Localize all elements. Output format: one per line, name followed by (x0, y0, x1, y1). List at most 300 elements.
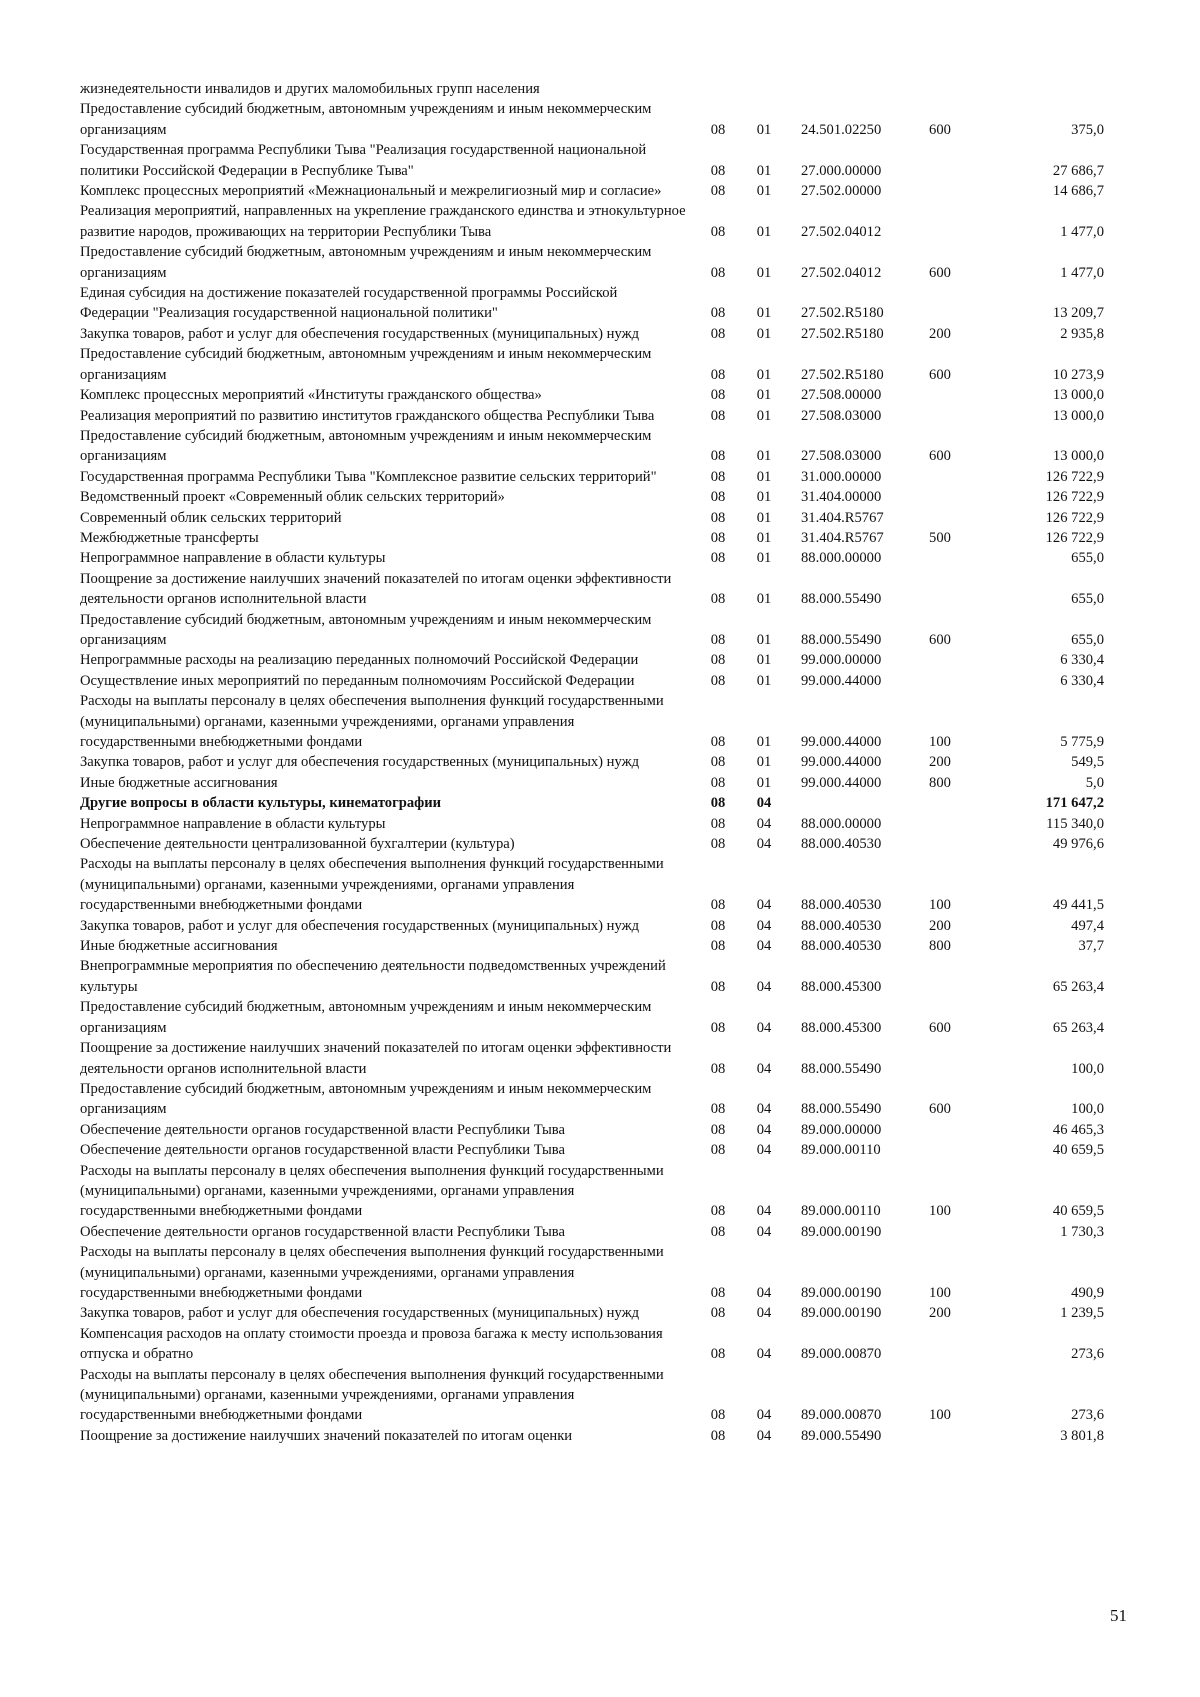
row-subsection-cell: 01 (756, 652, 772, 669)
row-expense-type-cell (910, 79, 970, 99)
row-name-cell: Закупка товаров, работ и услуг для обеспечения государственных (муниципальных) нужд (80, 325, 640, 342)
row-name-cell: Расходы на выплаты персоналу в целях обеспечения выполнения функций государственными (муниципальными) органами, казенными учреждениями, органами управления государственными внебюджетными фондами (80, 1244, 664, 1301)
row-expense-type-cell (910, 956, 970, 997)
row-amount-cell: 497,4 (1071, 917, 1104, 934)
row-expense-type-cell (910, 650, 970, 670)
row-section-cell: 08 (710, 264, 726, 281)
row-name-cell: Непрограммное направление в области культуры (80, 815, 386, 832)
row-name-cell: Обеспечение деятельности централизованной бухгалтерии (культура) (80, 836, 515, 853)
table-row (80, 283, 1110, 324)
row-expense-type-cell: 100 (929, 1203, 951, 1220)
row-subsection-cell: 01 (756, 468, 772, 485)
row-section-cell: 08 (710, 897, 726, 914)
row-subsection-cell: 01 (756, 407, 772, 424)
row-subsection-cell: 01 (756, 325, 772, 342)
row-expense-type-cell: 600 (929, 448, 951, 465)
row-amount-cell: 27 686,7 (1052, 162, 1104, 179)
row-amount-cell: 6 330,4 (1060, 672, 1104, 689)
table-row (80, 691, 1110, 752)
table-row (80, 814, 1110, 834)
row-name-cell: Предоставление субсидий бюджетным, автономным учреждениям и иным некоммерческим организациям (80, 1080, 652, 1118)
row-expense-type-cell: 200 (929, 325, 951, 342)
row-target-article-cell: 27.508.03000 (801, 448, 882, 465)
row-amount-cell: 115 340,0 (1046, 815, 1104, 832)
row-amount-cell: 5,0 (1085, 774, 1104, 791)
row-section-cell: 08 (710, 917, 726, 934)
row-name-cell: Расходы на выплаты персоналу в целях обеспечения выполнения функций государственными (муниципальными) органами, казенными учреждениями, органами управления государственными внебюджетными фондами (80, 856, 664, 914)
table-row (80, 936, 1110, 956)
row-target-article-cell: 88.000.55490 (801, 1060, 882, 1077)
row-name-cell: Предоставление субсидий бюджетным, автономным учреждениям и иным некоммерческим организациям (80, 101, 652, 138)
row-subsection-cell: 01 (756, 591, 772, 608)
row-expense-type-cell (910, 569, 970, 610)
row-subsection-cell: 04 (756, 1305, 772, 1322)
row-amount-cell: 13 000,0 (1052, 448, 1104, 465)
table-row (80, 1365, 1110, 1426)
row-section-cell: 08 (710, 387, 726, 404)
row-amount-cell: 126 722,9 (1045, 509, 1104, 526)
table-row (80, 548, 1110, 568)
row-amount-cell: 14 686,7 (1052, 183, 1104, 200)
row-section-cell: 08 (710, 938, 726, 955)
row-target-article-cell: 89.000.00110 (801, 1203, 881, 1220)
row-expense-type-cell (910, 671, 970, 691)
row-section-cell: 08 (710, 550, 726, 567)
row-subsection-cell: 04 (756, 1346, 772, 1363)
row-target-article-cell: 88.000.40530 (801, 836, 882, 853)
row-amount-cell: 1 730,3 (1060, 1223, 1104, 1240)
row-amount-cell: 1 477,0 (1060, 264, 1104, 281)
row-target-article-cell: 88.000.55490 (801, 591, 882, 608)
row-target-article-cell: 99.000.44000 (801, 774, 882, 791)
row-section-cell: 08 (710, 815, 726, 832)
row-expense-type-cell (910, 406, 970, 426)
row-section-cell: 08 (710, 591, 726, 608)
row-name-cell: Ведомственный проект «Современный облик сельских территорий» (80, 489, 505, 506)
row-expense-type-cell: 600 (929, 366, 951, 383)
row-expense-type-cell: 600 (929, 1019, 951, 1036)
row-name-cell: Комплекс процессных мероприятий «Межнациональный и межрелигиозный мир и согласие» (80, 183, 662, 200)
row-amount-cell: 2 935,8 (1060, 325, 1104, 342)
table-row (80, 508, 1110, 528)
row-amount-cell: 655,0 (1071, 631, 1104, 648)
row-expense-type-cell (910, 140, 970, 181)
row-amount-cell: 126 722,9 (1045, 468, 1104, 485)
row-name-cell: Предоставление субсидий бюджетным, автономным учреждениям и иным некоммерческим организациям (80, 611, 652, 648)
row-target-article-cell: 89.000.00190 (801, 1284, 882, 1301)
row-section-cell: 08 (710, 672, 726, 689)
row-section-cell: 08 (710, 1223, 726, 1240)
row-subsection-cell: 01 (756, 387, 772, 404)
row-section-cell: 08 (710, 448, 726, 465)
row-name-cell: Закупка товаров, работ и услуг для обеспечения государственных (муниципальных) нужд (80, 754, 640, 771)
row-name-cell: Иные бюджетные ассигнования (80, 938, 278, 955)
row-amount-cell: 126 722,9 (1045, 529, 1104, 546)
row-name-cell: Другие вопросы в области культуры, кинематографии (80, 795, 442, 812)
row-expense-type-cell (910, 181, 970, 201)
row-section-cell: 08 (710, 1284, 726, 1301)
row-expense-type-cell: 100 (929, 1407, 951, 1424)
row-section-cell: 08 (710, 774, 726, 791)
row-expense-type-cell (910, 814, 970, 834)
row-section-cell: 08 (710, 223, 726, 240)
row-section-cell: 08 (710, 529, 726, 546)
row-name-cell: Расходы на выплаты персоналу в целях обеспечения выполнения функций государственными (муниципальными) органами, казенными учреждениями, органами управления государственными внебюджетными фондами (80, 1366, 664, 1424)
row-amount-cell: 5 775,9 (1060, 734, 1104, 750)
table-row (80, 1140, 1110, 1160)
row-name-cell: Реализация мероприятий по развитию институтов гражданского общества Республики Тыва (80, 407, 655, 424)
row-target-article-cell: 31.404.R5767 (801, 509, 884, 526)
row-target-article-cell: 89.000.00870 (801, 1407, 882, 1424)
row-amount-cell: 100,0 (1071, 1101, 1104, 1118)
row-amount-cell: 126 722,9 (1045, 489, 1104, 506)
row-target-article-cell: 89.000.00110 (801, 1142, 881, 1159)
budget-table (80, 79, 1110, 1446)
row-subsection-cell: 01 (756, 264, 772, 281)
table-row (80, 181, 1110, 201)
row-subsection-cell: 04 (756, 795, 772, 812)
row-amount-cell: 13 000,0 (1052, 387, 1104, 404)
row-subsection-cell: 04 (756, 1019, 772, 1036)
row-target-article-cell (787, 79, 910, 99)
row-section-cell: 08 (710, 795, 726, 812)
row-section-cell: 08 (710, 754, 726, 771)
row-amount-cell: 6 330,4 (1060, 652, 1104, 669)
row-subsection-cell: 01 (756, 162, 772, 179)
row-expense-type-cell: 600 (929, 631, 951, 648)
row-expense-type-cell: 200 (929, 754, 951, 771)
row-amount-cell: 37,7 (1078, 938, 1104, 955)
row-expense-type-cell (910, 487, 970, 507)
row-subsection-cell: 01 (756, 529, 772, 546)
row-amount-cell: 1 239,5 (1060, 1305, 1104, 1322)
row-expense-type-cell (910, 1140, 970, 1160)
row-name-cell: Непрограммные расходы на реализацию переданных полномочий Российской Федерации (80, 652, 639, 669)
row-name-cell: Расходы на выплаты персоналу в целях обеспечения выполнения функций государственными (муниципальными) органами, казенными учреждениями, органами управления государственными внебюджетными фондами (80, 1162, 664, 1220)
row-amount-cell: 65 263,4 (1052, 1019, 1104, 1036)
row-section-cell: 08 (710, 631, 726, 648)
row-expense-type-cell: 200 (929, 917, 951, 934)
table-row (80, 324, 1110, 344)
row-section-cell: 08 (710, 162, 726, 179)
row-expense-type-cell (910, 1222, 970, 1242)
row-target-article-cell: 24.501.02250 (801, 121, 882, 138)
table-row (80, 242, 1110, 283)
row-section-cell: 08 (710, 325, 726, 342)
row-expense-type-cell (910, 508, 970, 528)
row-subsection-cell: 01 (756, 223, 772, 240)
row-expense-type-cell: 100 (929, 734, 951, 750)
row-expense-type-cell (910, 834, 970, 854)
table-row (80, 344, 1110, 385)
row-section-cell: 08 (710, 121, 726, 138)
row-name-cell: Межбюджетные трансферты (80, 529, 259, 546)
row-subsection-cell: 04 (756, 917, 772, 934)
row-subsection-cell: 04 (756, 836, 772, 853)
row-expense-type-cell (910, 385, 970, 405)
table-row (80, 1120, 1110, 1140)
row-amount-cell: 13 000,0 (1052, 407, 1104, 424)
row-expense-type-cell (910, 1120, 970, 1140)
row-subsection-cell: 04 (756, 1121, 772, 1138)
row-section-cell: 08 (710, 1203, 726, 1220)
row-section-cell: 08 (710, 1305, 726, 1322)
row-expense-type-cell: 600 (929, 264, 951, 281)
table-row (80, 406, 1110, 426)
table-row (80, 650, 1110, 670)
row-name-cell: Предоставление субсидий бюджетным, автономным учреждениям и иным некоммерческим организациям (80, 999, 652, 1036)
row-name-cell: Внепрограммные мероприятия по обеспечению деятельности подведомственных учреждений культуры (80, 958, 666, 995)
row-expense-type-cell (910, 1324, 970, 1365)
table-row (80, 1324, 1110, 1365)
table-row (80, 140, 1110, 181)
row-section-cell: 08 (710, 509, 726, 526)
row-subsection-cell: 01 (756, 489, 772, 506)
row-subsection-cell: 01 (756, 754, 772, 771)
row-target-article-cell: 89.000.00000 (801, 1121, 882, 1138)
row-target-article-cell: 27.508.00000 (801, 387, 882, 404)
table-row (80, 854, 1110, 915)
table-row (80, 201, 1110, 242)
row-section-cell: 08 (710, 652, 726, 669)
row-amount-cell: 655,0 (1071, 550, 1104, 567)
row-target-article-cell: 99.000.00000 (801, 652, 882, 669)
row-target-article-cell: 27.502.00000 (801, 183, 882, 200)
row-target-article-cell: 99.000.44000 (801, 734, 882, 750)
row-section-cell: 08 (710, 407, 726, 424)
row-section-cell: 08 (710, 1101, 726, 1118)
row-name-cell: Обеспечение деятельности органов государственной власти Республики Тыва (80, 1121, 565, 1138)
row-name-cell: Реализация мероприятий, направленных на укрепление гражданского единства и этнокультурное развитие народов, проживающих на территории Республики Тыва (80, 203, 686, 240)
row-target-article-cell: 89.000.00190 (801, 1305, 882, 1322)
table-row (80, 916, 1110, 936)
row-section-cell: 08 (710, 1060, 726, 1077)
table-row (80, 569, 1110, 610)
row-target-article-cell: 31.000.00000 (801, 468, 882, 485)
row-expense-type-cell: 600 (929, 1101, 951, 1118)
row-subsection-cell: 01 (756, 734, 772, 750)
row-subsection-cell: 01 (756, 774, 772, 791)
row-subsection-cell: 01 (756, 183, 772, 200)
row-amount-cell: 46 465,3 (1052, 1121, 1104, 1138)
row-target-article-cell: 27.508.03000 (801, 407, 882, 424)
row-amount-cell: 273,6 (1071, 1346, 1104, 1363)
table-row (80, 773, 1110, 793)
row-target-article-cell (787, 793, 910, 813)
row-subsection-cell: 01 (756, 672, 772, 689)
table-row (80, 1161, 1110, 1222)
row-amount-cell: 375,0 (1071, 121, 1104, 138)
row-expense-type-cell: 800 (929, 774, 951, 791)
row-amount-cell: 40 659,5 (1052, 1203, 1104, 1220)
row-name-cell: Поощрение за достижение наилучших значений показателей по итогам оценки эффективности деятельности органов исполнительной власти (80, 570, 672, 608)
row-target-article-cell: 88.000.55490 (801, 1101, 882, 1118)
row-name-cell: Осуществление иных мероприятий по переданным полномочиям Российской Федерации (80, 672, 635, 689)
table-row (80, 752, 1110, 772)
row-expense-type-cell: 200 (929, 1305, 951, 1322)
row-name-cell: Закупка товаров, работ и услуг для обеспечения государственных (муниципальных) нужд (80, 917, 640, 934)
row-subsection-cell: 04 (756, 1142, 772, 1159)
row-section-cell: 08 (710, 1427, 726, 1444)
table-row (80, 467, 1110, 487)
row-section-cell: 08 (710, 1142, 726, 1159)
row-section-cell: 08 (710, 734, 726, 750)
table-row (80, 487, 1110, 507)
row-target-article-cell: 88.000.55490 (801, 631, 882, 648)
row-target-article-cell: 27.502.R5180 (801, 325, 884, 342)
table-row (80, 997, 1110, 1038)
row-subsection-cell: 04 (756, 1284, 772, 1301)
row-target-article-cell: 27.502.04012 (801, 264, 882, 281)
row-amount-cell: 40 659,5 (1052, 1142, 1104, 1159)
row-target-article-cell: 99.000.44000 (801, 672, 882, 689)
row-subsection-cell: 01 (756, 509, 772, 526)
row-name-cell: жизнедеятельности инвалидов и других маломобильных групп населения (80, 81, 540, 97)
budget-table-body (80, 79, 1110, 1446)
table-row (80, 99, 1110, 140)
row-amount-cell: 10 273,9 (1052, 366, 1104, 383)
row-subsection-cell: 04 (756, 978, 772, 995)
row-name-cell: Государственная программа Республики Тыва "Реализация государственной национальной политики Российской Федерации в Республике Тыва" (80, 142, 647, 179)
row-expense-type-cell: 100 (929, 1284, 951, 1301)
table-row (80, 528, 1110, 548)
row-name-cell: Предоставление субсидий бюджетным, автономным учреждениям и иным некоммерческим организациям (80, 346, 652, 383)
row-target-article-cell: 27.502.04012 (801, 223, 882, 240)
page-number: 51 (1110, 1606, 1127, 1625)
row-target-article-cell: 27.502.R5180 (801, 366, 884, 383)
row-target-article-cell: 88.000.40530 (801, 917, 882, 934)
row-section-cell: 08 (710, 978, 726, 995)
row-target-article-cell: 89.000.00870 (801, 1346, 882, 1363)
row-amount-cell: 655,0 (1071, 591, 1104, 608)
row-amount-cell: 273,6 (1071, 1407, 1104, 1424)
row-name-cell: Непрограммное направление в области культуры (80, 550, 386, 567)
row-amount-cell: 49 976,6 (1052, 836, 1104, 853)
row-subsection-cell: 04 (756, 938, 772, 955)
row-subsection-cell: 04 (756, 1427, 772, 1444)
row-subsection-cell: 04 (756, 897, 772, 914)
row-amount-cell: 549,5 (1071, 754, 1104, 771)
row-target-article-cell: 88.000.00000 (801, 550, 882, 567)
row-name-cell: Предоставление субсидий бюджетным, автономным учреждениям и иным некоммерческим организациям (80, 427, 652, 465)
row-name-cell: Комплекс процессных мероприятий «Институты гражданского общества» (80, 387, 542, 404)
row-section-cell: 08 (710, 836, 726, 853)
row-name-cell: Компенсация расходов на оплату стоимости проезда и провоза багажа к месту использования отпуска и обратно (80, 1325, 663, 1363)
table-row (80, 834, 1110, 854)
table-row (80, 610, 1110, 651)
row-section-cell: 08 (710, 1346, 726, 1363)
row-section-cell: 08 (710, 489, 726, 506)
row-target-article-cell: 88.000.45300 (801, 978, 882, 995)
table-row (80, 1242, 1110, 1303)
table-row (80, 1303, 1110, 1323)
row-subsection-cell: 04 (756, 1407, 772, 1424)
row-expense-type-cell: 100 (929, 897, 951, 914)
table-row (80, 1038, 1110, 1079)
row-section-cell: 08 (710, 468, 726, 485)
row-expense-type-cell (910, 793, 970, 813)
row-name-cell: Государственная программа Республики Тыва "Комплексное развитие сельских территорий" (80, 468, 657, 485)
row-name-cell: Современный облик сельских территорий (80, 509, 342, 526)
table-row (80, 1222, 1110, 1242)
row-target-article-cell: 89.000.55490 (801, 1427, 882, 1444)
table-row (80, 1426, 1110, 1446)
row-subsection-cell: 04 (756, 1060, 772, 1077)
table-row (80, 1079, 1110, 1120)
row-section-cell: 08 (710, 1121, 726, 1138)
row-amount-cell (970, 79, 1110, 99)
row-name-cell: Поощрение за достижение наилучших значений показателей по итогам оценки эффективности деятельности органов исполнительной власти (80, 1040, 672, 1077)
row-name-cell: Расходы на выплаты персоналу в целях обеспечения выполнения функций государственными (муниципальными) органами, казенными учреждениями, органами управления государственными внебюджетными фондами (80, 693, 664, 750)
row-subsection-cell: 01 (756, 366, 772, 383)
row-expense-type-cell (910, 1038, 970, 1079)
row-amount-cell: 171 647,2 (1045, 795, 1104, 812)
row-target-article-cell: 31.404.00000 (801, 489, 882, 506)
row-target-article-cell: 88.000.40530 (801, 897, 882, 914)
row-section-cell: 08 (710, 1019, 726, 1036)
row-subsection-cell: 04 (756, 1203, 772, 1220)
row-amount-cell: 65 263,4 (1052, 978, 1104, 995)
row-expense-type-cell (910, 201, 970, 242)
table-row (80, 793, 1110, 813)
row-amount-cell: 13 209,7 (1052, 305, 1104, 322)
row-name-cell: Поощрение за достижение наилучших значений показателей по итогам оценки (80, 1427, 573, 1444)
row-target-article-cell: 89.000.00190 (801, 1223, 882, 1240)
row-target-article-cell: 99.000.44000 (801, 754, 882, 771)
row-subsection-cell: 04 (756, 1101, 772, 1118)
row-subsection-cell: 04 (756, 1223, 772, 1240)
row-section-cell: 08 (710, 183, 726, 200)
row-amount-cell: 100,0 (1071, 1060, 1104, 1077)
row-subsection-cell: 01 (756, 631, 772, 648)
row-name-cell: Закупка товаров, работ и услуг для обеспечения государственных (муниципальных) нужд (80, 1305, 640, 1322)
row-amount-cell: 49 441,5 (1052, 897, 1104, 914)
row-subsection-cell: 01 (756, 550, 772, 567)
row-expense-type-cell: 600 (929, 121, 951, 138)
row-section-cell (695, 79, 741, 99)
row-subsection-cell: 04 (756, 815, 772, 832)
row-subsection-cell: 01 (756, 305, 772, 322)
row-target-article-cell: 88.000.40530 (801, 938, 882, 955)
row-target-article-cell: 88.000.45300 (801, 1019, 882, 1036)
row-amount-cell: 1 477,0 (1060, 223, 1104, 240)
row-section-cell: 08 (710, 305, 726, 322)
row-name-cell: Обеспечение деятельности органов государственной власти Республики Тыва (80, 1223, 565, 1240)
row-name-cell: Иные бюджетные ассигнования (80, 774, 278, 791)
row-section-cell: 08 (710, 1407, 726, 1424)
row-section-cell: 08 (710, 366, 726, 383)
table-row (80, 671, 1110, 691)
row-name-cell: Обеспечение деятельности органов государственной власти Республики Тыва (80, 1142, 565, 1159)
row-amount-cell: 490,9 (1071, 1284, 1104, 1301)
row-name-cell: Единая субсидия на достижение показателей государственной программы Российской Федерации "Реализация государственной национальной политики" (80, 285, 618, 322)
table-row (80, 385, 1110, 405)
row-subsection-cell: 01 (756, 121, 772, 138)
row-amount-cell: 3 801,8 (1060, 1427, 1104, 1444)
row-expense-type-cell (910, 467, 970, 487)
row-target-article-cell: 31.404.R5767 (801, 529, 884, 546)
row-target-article-cell: 27.000.00000 (801, 162, 882, 179)
table-row (80, 79, 1110, 99)
row-expense-type-cell (910, 548, 970, 568)
row-subsection-cell (741, 79, 787, 99)
row-expense-type-cell (910, 283, 970, 324)
row-expense-type-cell: 500 (929, 529, 951, 546)
row-expense-type-cell (910, 1426, 970, 1446)
table-row (80, 426, 1110, 467)
row-name-cell: Предоставление субсидий бюджетным, автономным учреждениям и иным некоммерческим организациям (80, 244, 652, 281)
row-target-article-cell: 27.502.R5180 (801, 305, 884, 322)
